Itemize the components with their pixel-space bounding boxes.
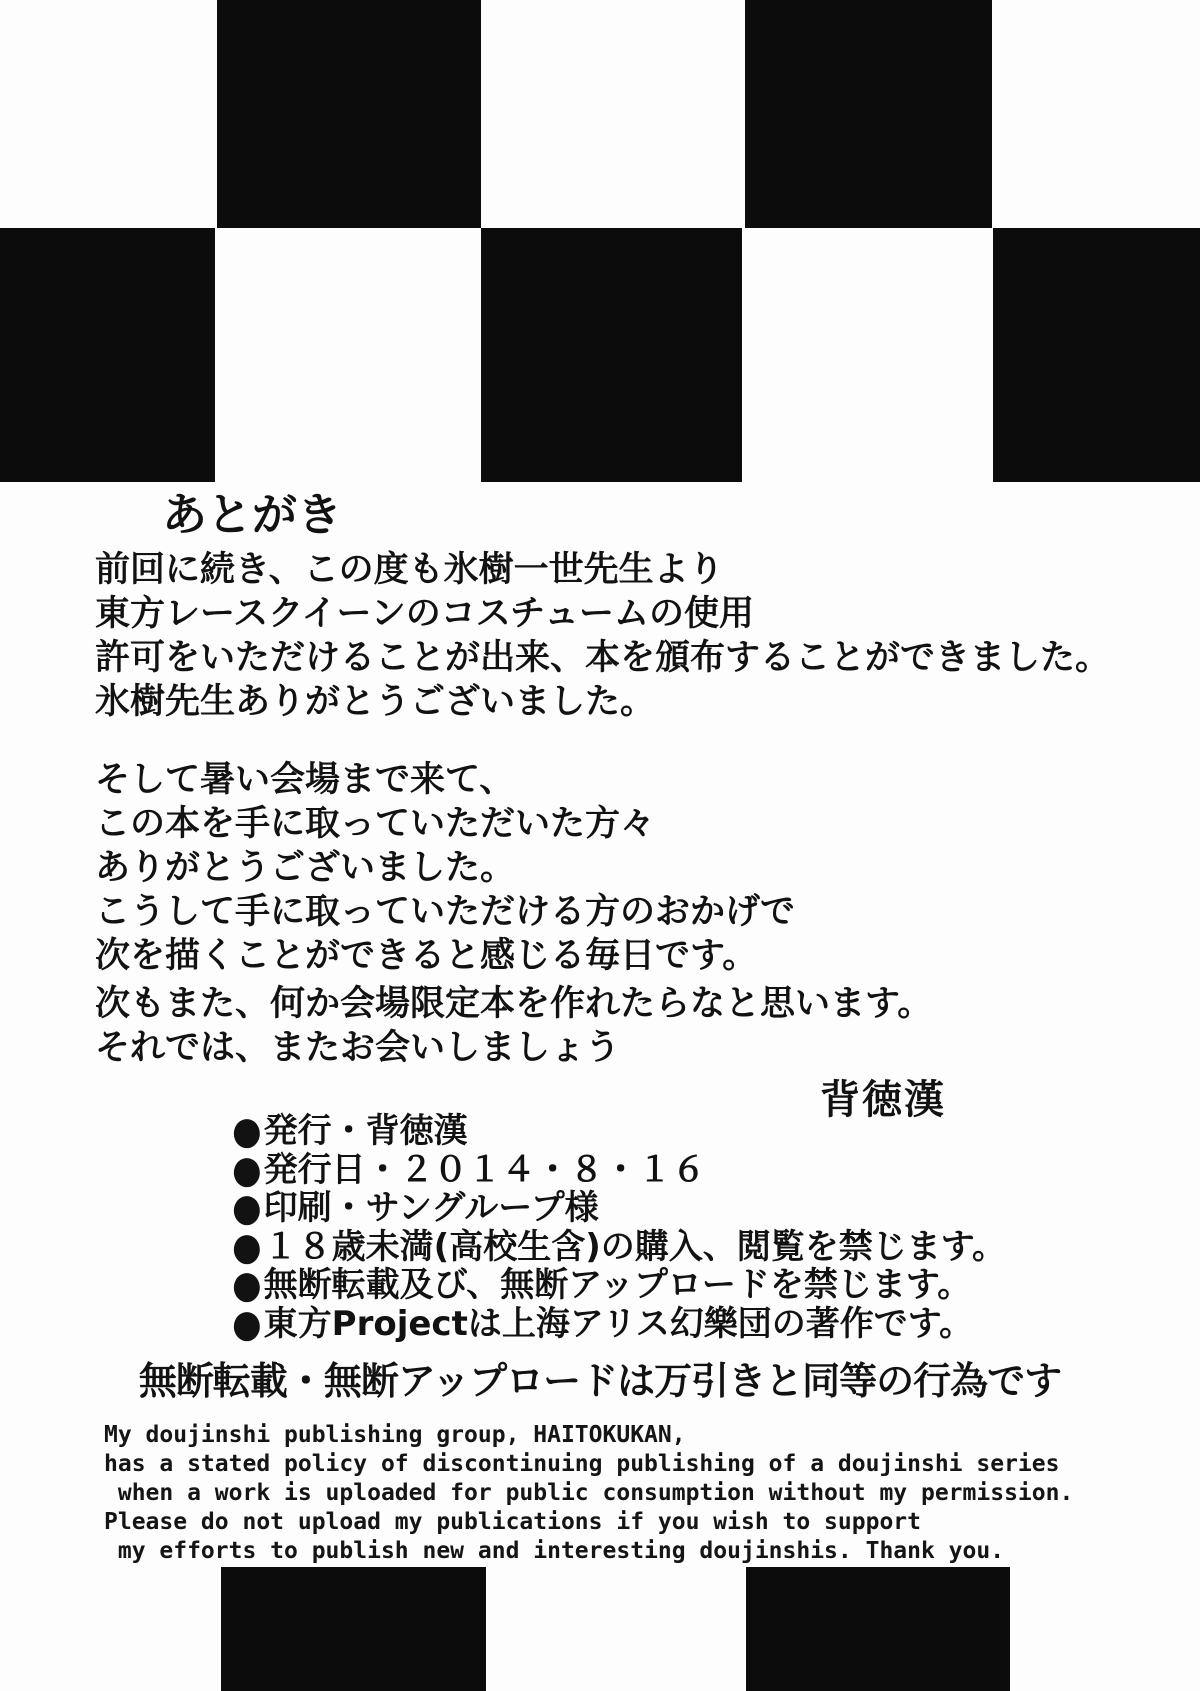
bullet-icon: ● <box>232 1262 262 1308</box>
paragraph-2 <box>95 758 795 978</box>
text-line: when a work is uploaded for public consumption without my permission. <box>104 1480 1074 1506</box>
text-line: そして暑い会場まで来て、 <box>95 760 515 800</box>
checker-square <box>481 228 742 482</box>
text-line: 前回に続き、この度も氷樹一世先生より <box>95 550 724 590</box>
bullet-icon: ● <box>232 1147 262 1192</box>
text-line: 氷樹先生ありがとうございました。 <box>95 682 656 722</box>
text-line: それでは、またお会いしましょう <box>95 1028 621 1068</box>
checker-square <box>217 0 481 228</box>
text-line: 許可をいただけることが出来、本を頒布することができました。 <box>95 638 1111 678</box>
colophon-text: 印刷・サングループ様 <box>263 1188 599 1228</box>
text-line: 次もまた、何か会場限定本を作れたらなと思います。 <box>95 984 933 1024</box>
bullet-icon: ● <box>232 1224 262 1269</box>
colophon-text: 東方Projectは上海アリス幻樂団の著作です。 <box>263 1303 974 1344</box>
colophon-line <box>232 1262 1006 1308</box>
checker-square <box>746 1567 1010 1691</box>
text-line: ありがとうございました。 <box>95 848 516 888</box>
page-title: あとがき <box>162 488 343 541</box>
checker-square <box>0 228 215 482</box>
colophon-line <box>232 1301 1006 1346</box>
author-signature: 背徳漢 <box>820 1077 946 1123</box>
text-line: has a stated policy of discontinuing publishing of a doujinshi series <box>104 1451 1060 1477</box>
colophon-text: 無断転載及び、無断アップロードを禁じます。 <box>263 1265 972 1305</box>
bullet-icon: ● <box>232 1108 262 1154</box>
text-line: 次を描くことができると感じる毎日です。 <box>95 936 758 976</box>
paragraph-1 <box>95 548 1110 724</box>
text-line: こうして手に取っていただける方のおかげで <box>95 892 796 932</box>
bullet-icon: ● <box>232 1185 262 1231</box>
colophon-line <box>232 1108 1006 1154</box>
bullet-icon: ● <box>232 1301 262 1346</box>
colophon-line <box>232 1147 1006 1192</box>
colophon-text: １８歳未満(高校生含)の購入、閲覧を禁じます。 <box>263 1226 1007 1267</box>
english-notice <box>104 1421 1073 1566</box>
checker-square <box>745 0 992 228</box>
text-line: my efforts to publish new and interesting doujinshis. Thank you. <box>104 1538 1005 1564</box>
text-line: My doujinshi publishing group, HAITOKUKAN, <box>104 1422 686 1448</box>
paragraph-3 <box>95 982 932 1070</box>
checker-square <box>993 228 1200 482</box>
checker-square <box>221 1567 486 1691</box>
text-line: この本を手に取っていただいた方々 <box>95 804 656 844</box>
piracy-warning: 無断転載・無断アップロードは万引きと同等の行為です <box>138 1359 1062 1403</box>
colophon-text: 発行・背徳漢 <box>263 1111 468 1151</box>
text-line: Please do not upload my publications if you wish to support <box>104 1509 921 1535</box>
colophon-text: 発行日・２０１４・８・１６ <box>263 1149 706 1190</box>
colophon-line <box>232 1185 1006 1231</box>
colophon <box>232 1108 1007 1346</box>
text-line: 東方レースクイーンのコスチュームの使用 <box>95 594 755 634</box>
colophon-line <box>232 1224 1007 1269</box>
